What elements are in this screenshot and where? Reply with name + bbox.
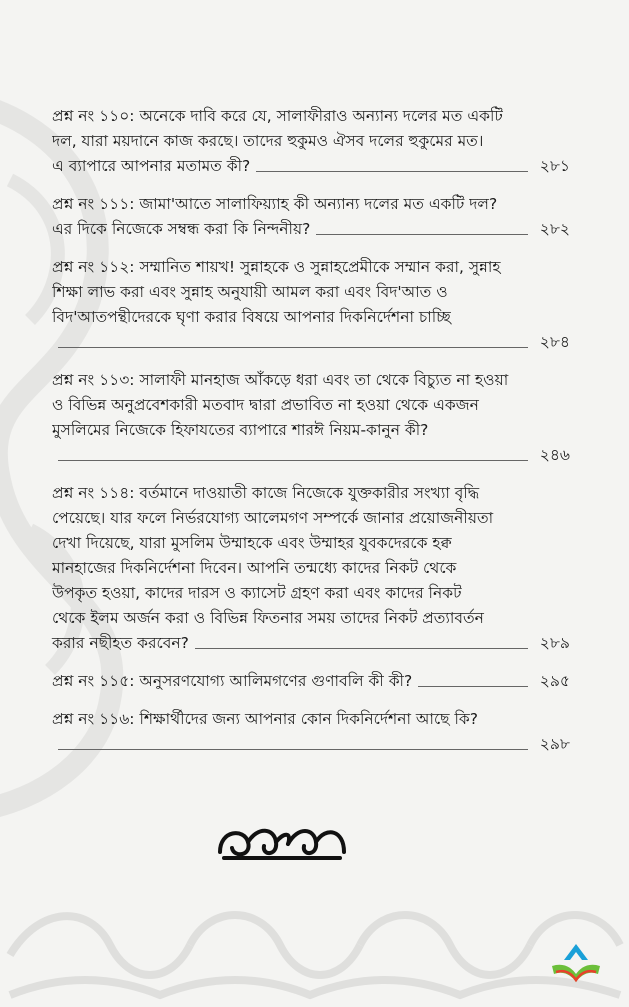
leader-line	[418, 686, 528, 687]
publisher-logo-icon	[548, 942, 604, 986]
entry-line: শিক্ষা লাভ করা এবং সুন্নাহ অনুযায়ী আমল করা এবং বিদ'আত ও	[52, 283, 448, 301]
list-item	[52, 192, 570, 242]
entry-last-line	[52, 732, 570, 757]
page-number: ২৮১	[539, 157, 570, 175]
entry-line: প্রশ্ন নং ১১৪: বর্তমানে দাওয়াতী কাজে নিজেকে যুক্তকারীর সংখ্যা বৃদ্ধি	[52, 484, 480, 502]
entry-line: এ ব্যাপারে আপনার মতামত কী?	[52, 157, 251, 175]
list-item	[52, 104, 570, 179]
entry-last-line	[52, 154, 570, 179]
list-item	[52, 669, 570, 694]
leader-line	[58, 460, 528, 461]
watermark-border	[0, 895, 629, 1007]
entry-last-line	[52, 217, 570, 242]
list-item	[52, 707, 570, 757]
entry-line: দেখা দিয়েছে, যারা মুসলিম উম্মাহকে এবং উম্মাহর যুবকদেরকে হক্ব	[52, 534, 452, 552]
entry-line: প্রশ্ন নং ১১০: অনেকে দাবি করে যে, সালাফীরাও অন্যান্য দলের মত একটি	[52, 107, 503, 125]
entry-line: প্রশ্ন নং ১১৬: শিক্ষার্থীদের জন্য আপনার কোন দিকনির্দেশনা আছে কি?	[52, 710, 479, 728]
entry-line: পেয়েছে। যার ফলে নির্ভরযোগ্য আলেমগণ সম্পর্কে জানার প্রয়োজনীয়তা	[52, 509, 494, 527]
entry-last-line	[52, 443, 570, 468]
page-number: ২৯৮	[539, 735, 570, 753]
entry-line: মানহাজের দিকনির্দেশনা দিবেন। আপনি তন্মধ্যে কাদের নিকট থেকে	[52, 559, 457, 577]
entry-line: বিদ'আতপন্থীদেরকে ঘৃণা করার বিষয়ে আপনার দিকনির্দেশনা চাচ্ছি	[52, 308, 451, 326]
page-number: ২৮২	[539, 220, 570, 238]
contents-list	[52, 104, 570, 757]
page-number: ২৪৬	[539, 446, 570, 464]
page-number: ২৮৯	[539, 634, 570, 652]
end-ornament-icon	[214, 822, 350, 862]
list-item	[52, 481, 570, 656]
list-item	[52, 255, 570, 355]
entry-line: প্রশ্ন নং ১১৩: সালাফী মানহাজ আঁকড়ে ধরা এবং তা থেকে বিচ্যুত না হওয়া	[52, 371, 509, 389]
entry-last-line	[52, 330, 570, 355]
leader-line	[58, 347, 528, 348]
entry-line: দল, যারা ময়দানে কাজ করছে। তাদের হুকুমও ঐসব দলের হুকুমের মত।	[52, 132, 484, 150]
leader-line	[256, 171, 528, 172]
entry-line: করার নছীহত করবেন?	[52, 634, 189, 652]
entry-line: প্রশ্ন নং ১১১: জামা'আতে সালাফিয়্যাহ কী অন্যান্য দলের মত একটি দল?	[52, 195, 498, 213]
entry-last-line	[52, 631, 570, 656]
entry-line: এর দিকে নিজেকে সম্বন্ধ করা কি নিন্দনীয়?	[52, 220, 311, 238]
entry-line: থেকে ইলম অর্জন করা ও বিভিন্ন ফিতনার সময় তাদের নিকট প্রত্যাবর্তন	[52, 609, 484, 627]
list-item	[52, 368, 570, 468]
page-number: ২৮৪	[539, 333, 570, 351]
entry-line: উপকৃত হওয়া, কাদের দারস ও ক্যাসেট গ্রহণ করা এবং কাদের নিকট	[52, 584, 462, 602]
page-number: ২৯৫	[539, 672, 570, 690]
leader-line	[195, 648, 528, 649]
entry-line: প্রশ্ন নং ১১২: সম্মানিত শায়খ! সুন্নাহকে ও সুন্নাহপ্রেমীকে সম্মান করা, সুন্নাহ	[52, 258, 501, 276]
entry-line: মুসলিমের নিজেকে হিফাযতের ব্যাপারে শারঈ নিয়ম-কানুন কী?	[52, 421, 429, 439]
entry-last-line	[52, 669, 570, 694]
leader-line	[58, 749, 528, 750]
entry-line: ও বিভিন্ন অনুপ্রবেশকারী মতবাদ দ্বারা প্রভাবিত না হওয়া থেকে একজন	[52, 396, 479, 414]
leader-line	[316, 234, 528, 235]
entry-line: প্রশ্ন নং ১১৫: অনুসরণযোগ্য আলিমগণের গুণাবলি কী কী?	[52, 672, 413, 690]
